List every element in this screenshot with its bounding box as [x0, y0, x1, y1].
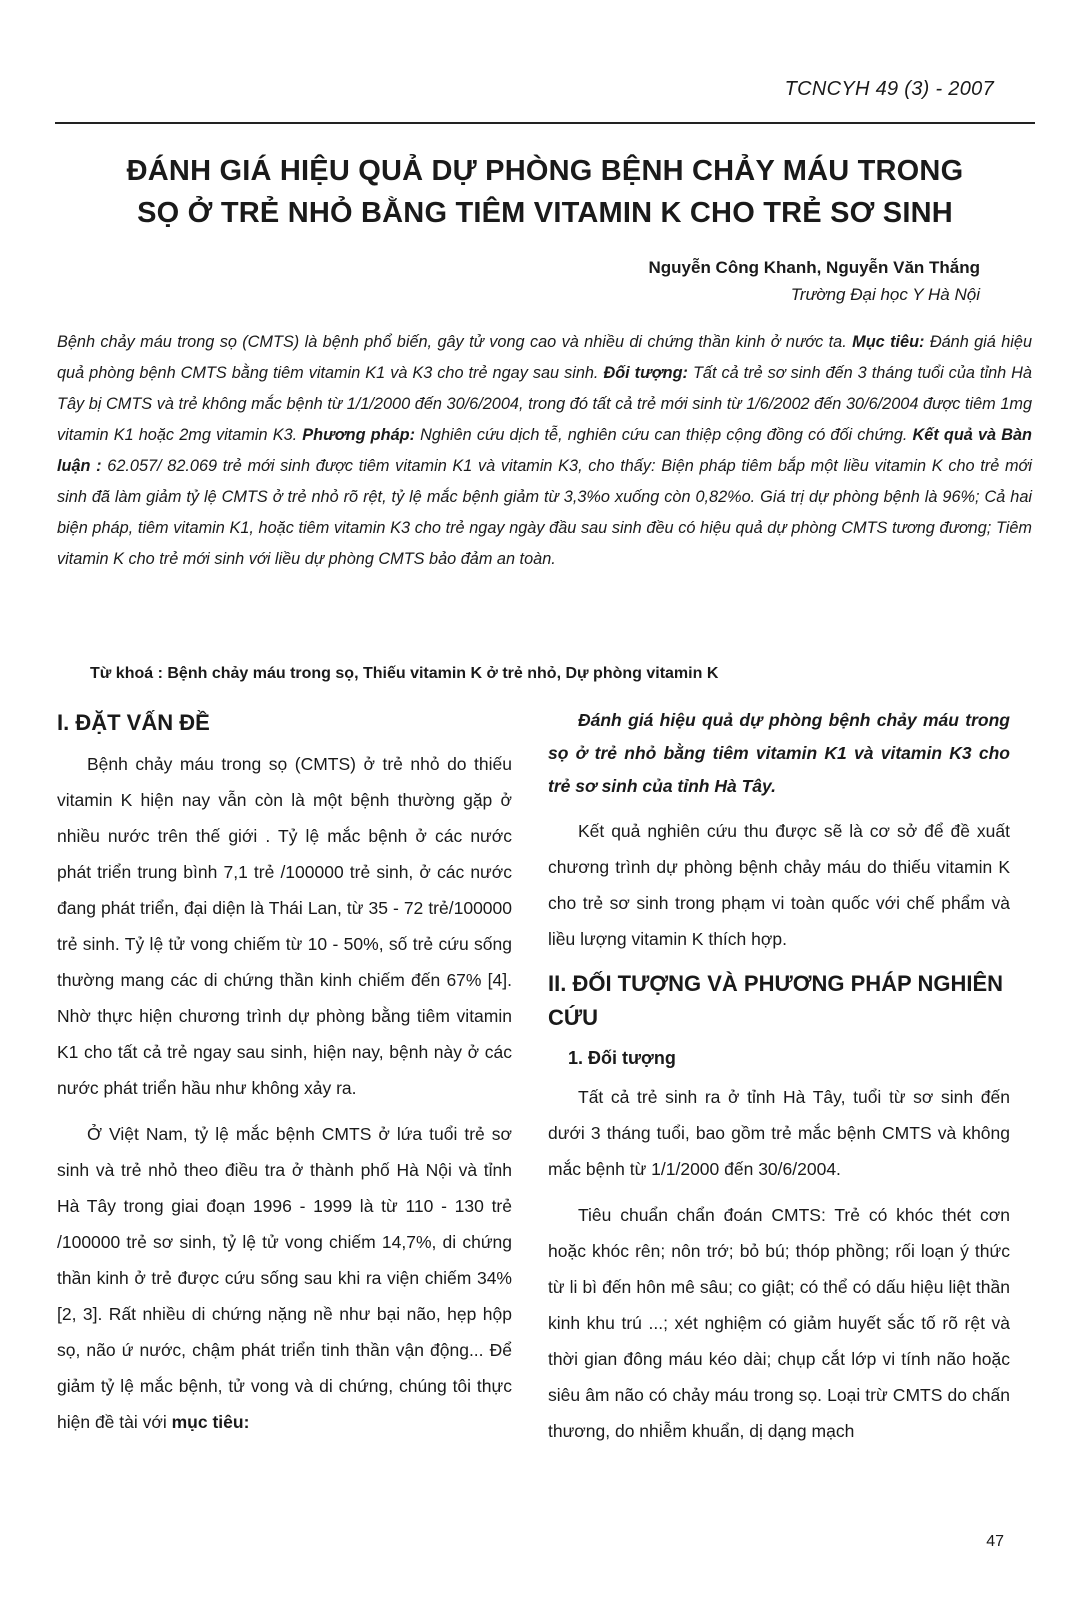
author-names: Nguyễn Công Khanh, Nguyễn Văn Thắng — [648, 258, 980, 277]
abstract-methods-text: Nghiên cứu dịch tễ, nghiên cứu can thiệp cộng đồng có đối chứng. — [415, 426, 913, 444]
section-heading-introduction: I. ĐẶT VẤN ĐỀ — [57, 710, 210, 735]
intro-paragraph-2-text: Ở Việt Nam, tỷ lệ mắc bệnh CMTS ở lứa tuổi trẻ sơ sinh và trẻ nhỏ theo điều tra ở thành phố Hà Nội và tỉnh Hà Tây trong giai đoạn 1996 - 1999 là từ 110 - 130 trẻ /100000 trẻ sơ sinh, tỷ lệ tử vong chiếm 14,7%, di chứng thần kinh ở trẻ được cứu sống sau khi ra viện chiếm 34% [2, 3]. Rất nhiều di chứng nặng nề như bại não, hẹp hộp sọ, não ứ nước, chậm phát triển tinh thần vận động... Để giảm tỷ lệ mắc bệnh, tử vong và di chứng, chúng tôi thực hiện đề tài với — [57, 1124, 512, 1432]
abstract — [57, 327, 1032, 575]
study-objective: Đánh giá hiệu quả dự phòng bệnh chảy máu trong sọ ở trẻ nhỏ bằng tiêm vitamin K1 và vitamin K3 cho trẻ sơ sinh của tỉnh Hà Tây. — [548, 710, 1010, 796]
objective-label: mục tiêu: — [171, 1412, 250, 1432]
intro-paragraph-1: Bệnh chảy máu trong sọ (CMTS) ở trẻ nhỏ do thiếu vitamin K hiện nay vẫn còn là một bệnh thường gặp ở nhiều nước trên thế giới . Tỷ lệ mắc bệnh ở các nước phát triển trung bình 7,1 trẻ /100000 trẻ sinh, ở các nước đang phát triển, đại diện là Thái Lan, từ 35 - 72 trẻ/100000 trẻ sinh. Tỷ lệ tử vong chiếm từ 10 - 50%, số trẻ cứu sống thường mang các di chứng thần kinh chiếm đến 67% [4]. Nhờ thực hiện chương trình dự phòng bằng tiêm vitamin K1 cho tất cả trẻ ngay sau sinh, hiện nay, bệnh này ở các nước phát triển hầu như không xảy ra. — [57, 754, 512, 1098]
header-divider — [55, 122, 1035, 124]
abstract-results-label: Kết quả và Bàn luận : — [57, 426, 1032, 475]
abstract-intro: Bệnh chảy máu trong sọ (CMTS) là bệnh phổ biến, gây tử vong cao và nhiều di chứng thần kinh ở nước ta. — [57, 333, 853, 351]
abstract-subjects-label: Đối tượng: — [603, 364, 688, 382]
author-affiliation: Trường Đại học Y Hà Nội — [790, 285, 980, 304]
title-line-2: SỌ Ở TRẺ NHỎ BẰNG TIÊM VITAMIN K CHO TRẺ SƠ SINH — [137, 197, 953, 229]
author-block — [649, 254, 981, 308]
abstract-subjects-text: Tất cả trẻ sơ sinh đến 3 tháng tuổi của tỉnh Hà Tây bị CMTS và trẻ không mắc bệnh từ 1/1/2000 đến 30/6/2004, trong đó tất cả trẻ mới sinh từ 1/6/2002 đến 30/6/2004 được tiêm 1mg vitamin K1 hoặc 2mg vitamin K3. — [57, 364, 1032, 444]
page-number: 47 — [986, 1533, 1004, 1550]
left-column — [57, 700, 512, 1450]
right-column — [548, 700, 1010, 1459]
results-use-paragraph: Kết quả nghiên cứu thu được sẽ là cơ sở để đề xuất chương trình dự phòng bệnh chảy máu do thiếu vitamin K cho trẻ sơ sinh trong phạm vi toàn quốc với chế phẩm và liều lượng vitamin K thích hợp. — [548, 821, 1010, 949]
intro-paragraph-2 — [57, 1116, 512, 1440]
abstract-results-text: 62.057/ 82.069 trẻ mới sinh được tiêm vitamin K1 và vitamin K3, cho thấy: Biện pháp tiêm bắp một liều vitamin K cho trẻ mới sinh đã làm giảm tỷ lệ CMTS ở trẻ nhỏ rõ rệt, tỷ lệ mắc bệnh giảm từ 3,3%o xuống còn 0,82%o. Giá trị dự phòng bệnh là 96%; Cả hai biện pháp, tiêm vitamin K1, hoặc tiêm vitamin K3 cho trẻ ngay ngày đầu sau sinh đều có hiệu quả dự phòng CMTS tương đương; Tiêm vitamin K cho trẻ mới sinh với liều dự phòng CMTS bảo đảm an toàn. — [57, 457, 1032, 568]
abstract-methods-label: Phương pháp: — [302, 426, 415, 444]
abstract-objective-label: Mục tiêu: — [852, 333, 925, 351]
title-line-1: ĐÁNH GIÁ HIỆU QUẢ DỰ PHÒNG BỆNH CHẢY MÁU TRONG — [126, 155, 964, 187]
subsection-heading-subjects: 1. Đối tượng — [568, 1048, 676, 1068]
paper-title — [60, 150, 1030, 234]
subjects-paragraph: Tất cả trẻ sinh ra ở tỉnh Hà Tây, tuổi từ sơ sinh đến dưới 3 tháng tuổi, bao gồm trẻ mắc bệnh CMTS và không mắc bệnh từ 1/1/2000 đến 30/6/2004. — [548, 1087, 1010, 1179]
journal-reference: TCNCYH 49 (3) - 2007 — [784, 78, 994, 100]
abstract-objective-text: Đánh giá hiệu quả phòng bệnh CMTS bằng tiêm vitamin K1 và K3 cho trẻ ngay sau sinh. — [57, 333, 1033, 382]
section-heading-methods: II. ĐỐI TƯỢNG VÀ PHƯƠNG PHÁP NGHIÊN CỨU — [548, 971, 1004, 1030]
diagnosis-criteria-paragraph: Tiêu chuẩn chẩn đoán CMTS: Trẻ có khóc thét cơn hoặc khóc rên; nôn trớ; bỏ bú; thóp phồng; rối loạn ý thức từ li bì đến hôn mê sâu; co giật; có thể có dấu hiệu liệt thần kinh khu trú ...; xét nghiệm có giảm huyết sắc tố rõ rệt và thời gian đông máu kéo dài; chụp cắt lớp vi tính não hoặc siêu âm não có chảy máu trong sọ. Loại trừ CMTS do chấn thương, do nhiễm khuẩn, dị dạng mạch — [548, 1205, 1010, 1441]
keywords: Từ khoá : Bệnh chảy máu trong sọ, Thiếu vitamin K ở trẻ nhỏ, Dự phòng vitamin K — [90, 665, 719, 682]
